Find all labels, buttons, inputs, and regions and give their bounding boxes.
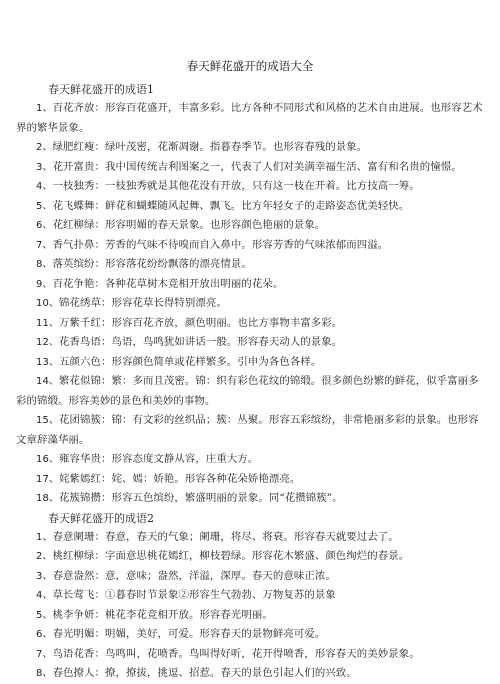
entry-number: 16、 [36,454,60,465]
entry-text: 雍容华贵：形容态度文静从容，庄重大方。 [59,453,259,465]
entry-text: 五颜六色：形容颜色简单或花样繁多。引申为各色各样。 [59,355,322,368]
section-heading: 春天鲜花盛开的成语2 [48,511,154,525]
idiom-entry [16,411,486,450]
entry-number: 3、 [36,570,53,582]
document-title: 春天鲜花盛开的成语大全 [186,59,314,73]
idiom-entry [16,353,486,373]
entry-text: 繁花似锦：繁：多而且茂密。锦：织有彩色花纹的锦缎。很多颜色纷繁的鲜花，似乎富丽多彩的锦缎。形容美妙的景色和美妙的事物。 [16,375,479,407]
entry-text: 桃红柳绿：字面意思桃花嫣红，柳枝碧绿。形容花木繁盛、颜色绚烂的春景。 [52,550,410,562]
entry-number: 5、 [36,200,53,212]
entry-number: 8、 [36,668,53,679]
entry-text: 落英缤纷：形容落花纷纷飘落的漂亮情景。 [52,258,252,270]
idiom-entry [16,99,486,138]
entry-text: 百花齐放：形容百花盛开，丰富多彩。比方各种不同形式和风格的艺术自由进展。也形容艺术界的繁华景象。 [16,102,483,134]
idiom-entry [16,567,486,587]
entry-text: 花簇锦攒：形容五色缤纷，繁盛明丽的景象。同“花攒锦簇”。 [59,492,343,504]
entry-number: 4、 [36,590,53,601]
entry-number: 2、 [36,142,53,153]
idiom-entry [16,314,486,334]
entry-number: 6、 [36,220,53,231]
entry-text: 春光明媚：明媚，美好，可爱。形容春天的景物鲜亮可爱。 [52,628,326,640]
idiom-entry [16,275,486,295]
entry-number: 3、 [36,161,53,173]
idiom-entry [16,236,486,256]
entry-text: 花香鸟语：鸟语，鸟鸣犹如讲话一般。形容春天动人的景象。 [59,336,343,348]
idiom-entry [16,625,486,645]
entry-text: 绿肥红瘦：绿叶茂密，花渐凋谢。指暮春季节。也形容春残的景象。 [52,141,368,153]
section-heading: 春天鲜花盛开的成语1 [48,83,154,96]
entry-text: 春意阑珊：春意，春天的气象；阑珊，将尽、将衰。形容春天就要过去了。 [52,530,399,543]
idiom-entry [16,255,486,275]
entry-number: 2、 [36,551,53,562]
entry-text: 桃李争妍：桃花李花竞相开放。形容春光明丽。 [52,608,273,621]
idiom-entry [16,216,486,236]
entry-text: 姹紫嫣红：姹、嫣：娇艳。形容各种花朵娇艳漂亮。 [59,472,301,485]
entry-number: 14、 [36,376,60,387]
entry-text: 万紫千红：形容百花齐放，颜色明丽。也比方事物丰富多彩。 [59,316,343,329]
entry-text: 香气扑鼻：芳香的气味不待嗅而自入鼻中。形容芳香的气味浓郁而四溢。 [52,238,389,251]
entry-number: 5、 [36,609,53,621]
entry-number: 13、 [36,356,60,368]
entry-number: 8、 [36,259,53,270]
entry-number: 18、 [36,493,60,504]
idiom-entry [16,528,486,548]
entry-text: 百花争艳：各种花草树木竞相开放出明丽的花朵。 [52,277,284,290]
idiom-entry [16,138,486,158]
entry-number: 7、 [36,648,53,660]
idiom-entry [16,664,486,684]
entry-text: 花团锦簇：锦：有文彩的丝织品；簇：丛聚。形容五彩缤纷，非常艳丽多彩的景象。也形容文章辞藻华丽。 [16,414,479,446]
entry-number: 1、 [36,531,53,543]
entry-text: 一枝独秀：一枝独秀就是其他花没有开放，只有这一枝在开着。比方技高一筹。 [52,180,420,192]
entry-number: 11、 [36,317,60,329]
idiom-entry [16,197,486,217]
entry-text: 花开富贵：我中国传统吉利图案之一，代表了人们对美满幸福生活、富有和名贵的憧憬。 [52,160,462,173]
idiom-entry [16,177,486,197]
entry-text: 花红柳绿：形容明媚的春天景象。也形容颜色艳丽的景象。 [52,219,326,231]
idiom-entry [16,606,486,626]
idiom-entry [16,372,486,411]
entry-number: 4、 [36,181,53,192]
entry-number: 10、 [36,298,60,309]
entry-number: 17、 [36,473,60,485]
entry-text: 草长莺飞：①暮春时节景象②形容生气勃勃、万物复苏的景象 [52,589,336,601]
idiom-entry [16,547,486,567]
idiom-entry [16,158,486,178]
entry-text: 鸟语花香：鸟鸣叫，花喷香。鸟叫得好听，花开得喷香，形容春天的美妙景象。 [52,647,420,660]
entry-number: 1、 [36,103,53,114]
idiom-entry [16,586,486,606]
idiom-entry [16,333,486,353]
entry-text: 春意盎然：意，意味；盎然，洋溢，深厚。春天的意味正浓。 [52,569,336,582]
entry-number: 12、 [36,337,60,348]
idiom-entry [16,294,486,314]
document-body [16,80,486,684]
idiom-entry [16,450,486,470]
idiom-entry [16,489,486,509]
entry-text: 花飞蝶舞：鲜花和蝴蝶随风起舞、飘飞。比方年轻女子的走路姿态优美轻快。 [52,199,410,212]
entry-number: 7、 [36,239,53,251]
idiom-entry [16,645,486,665]
idiom-entry [16,470,486,490]
entry-number: 15、 [36,415,60,426]
entry-number: 9、 [36,278,53,290]
entry-text: 锦花绣草：形容花草长得特别漂亮。 [59,297,227,309]
entry-text: 春色撩人：撩，撩拔，挑逗、招惹。春天的景色引起人们的兴致。 [52,667,357,679]
entry-number: 6、 [36,629,53,640]
